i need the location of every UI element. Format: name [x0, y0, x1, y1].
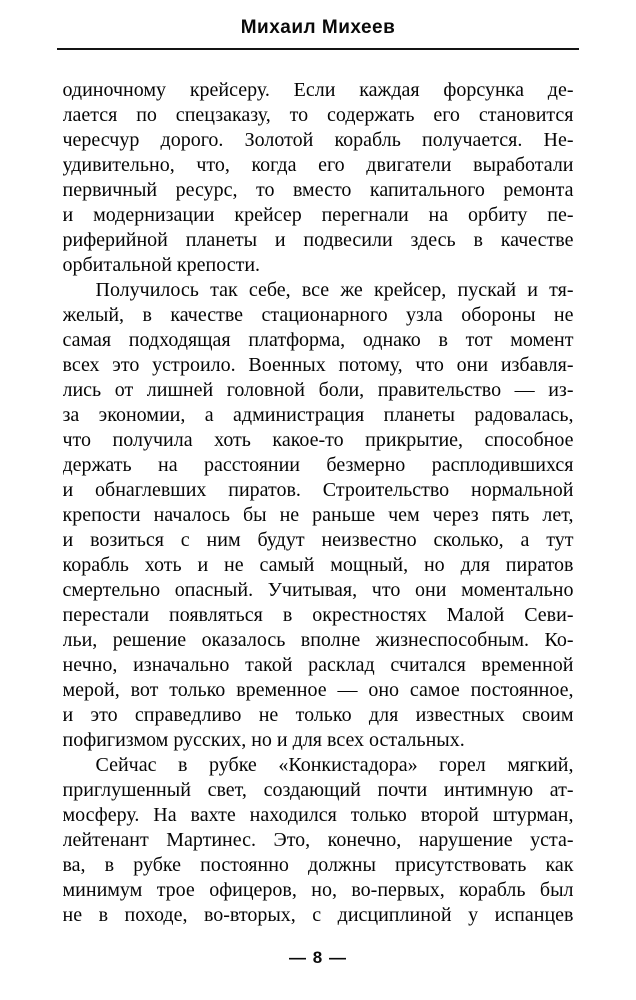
- text-line: чересчур дорого. Золотой корабль получается. Не-: [62, 129, 574, 151]
- text-line: риферийной планеты и подвесили здесь в качестве: [62, 229, 574, 251]
- text-line: за экономии, а администрация планеты радовалась,: [62, 404, 574, 426]
- text-line: первичный ресурс, то вместо капитального ремонта: [62, 179, 574, 201]
- text-line: самая подходящая платформа, однако в тот момент: [62, 329, 574, 351]
- author-name: Михаил Михеев: [240, 17, 396, 38]
- text-line: и возиться с ним будут неизвестно сколько, а тут: [62, 529, 574, 551]
- text-line: смертельно опасный. Учитывая, что они моментально: [62, 579, 574, 601]
- text-line: и модернизации крейсер перегнали на орбиту пе-: [62, 204, 574, 226]
- page-footer: [0, 948, 636, 968]
- body-text: [63, 78, 574, 928]
- text-line: корабль хоть и не самый мощный, но для пиратов: [62, 554, 574, 576]
- text-line: одиночному крейсеру. Если каждая форсунка де-: [62, 79, 574, 101]
- text-line: что получила хоть какое-то прикрытие, способное: [62, 429, 574, 451]
- text-line: орбитальной крепости.: [62, 254, 261, 276]
- text-line: Сейчас в рубке «Конкистадора» горел мягкий,: [95, 754, 574, 776]
- page-number: — 8 —: [289, 948, 347, 967]
- text-line: мосферу. На вахте находился только второй штурман,: [62, 804, 574, 826]
- text-line: крепости началось бы не раньше чем через пять лет,: [62, 504, 574, 526]
- text-line: лается по спецзаказу, то содержать его становится: [62, 104, 574, 126]
- text-line: и это справедливо не только для известных своим: [62, 704, 574, 726]
- text-line: Получилось так себе, все же крейсер, пускай и тя-: [95, 279, 574, 301]
- text-line: и обнаглевших пиратов. Строительство нормальной: [62, 479, 574, 501]
- text-line: пофигизмом русских, но и для всех остальных.: [62, 729, 465, 751]
- text-line: лись от лишней головной боли, правительство — из-: [62, 379, 574, 401]
- text-line: держать на расстоянии безмерно расплодившихся: [62, 454, 574, 476]
- text-line: ва, в рубке постоянно должны присутствовать как: [62, 854, 574, 876]
- text-line: всех это устроило. Военных потому, что они избавля-: [62, 354, 574, 376]
- text-line: мерой, вот только временное — оно самое постоянное,: [62, 679, 574, 701]
- text-line: удивительно, что, когда его двигатели выработали: [62, 154, 574, 176]
- text-line: льи, решение оказалось вполне жизнеспособным. Ко-: [62, 629, 574, 651]
- text-line: минимум трое офицеров, но, во-первых, корабль был: [62, 879, 574, 901]
- text-line: лейтенант Мартинес. Это, конечно, нарушение уста-: [62, 829, 574, 851]
- text-line: нечно, изначально такой расклад считался временной: [62, 654, 574, 676]
- text-line: желый, в качестве стационарного узла обороны не: [62, 304, 574, 326]
- running-header: [0, 0, 636, 39]
- header-rule: [57, 48, 579, 50]
- text-line: не в походе, во-вторых, с дисциплиной у испанцев: [62, 904, 574, 926]
- text-line: перестали появляться в окрестностях Малой Севи-: [62, 604, 574, 626]
- text-line: приглушенный свет, создающий почти интимную ат-: [62, 779, 574, 801]
